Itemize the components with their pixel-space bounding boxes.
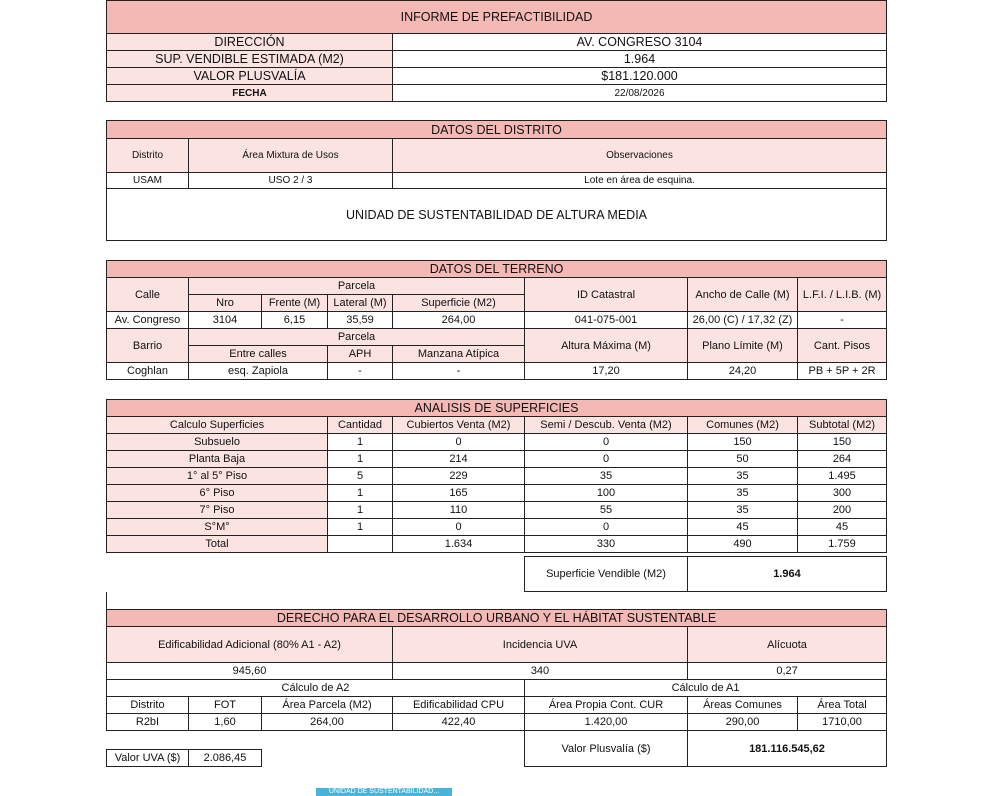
table-row [107, 485, 887, 502]
subtotal-cell: 45 [798, 519, 887, 536]
valor-plusvalia-value: $181.120.000 [393, 68, 887, 85]
semi-cell: 0 [525, 519, 688, 536]
fecha-value: 22/08/2026 [393, 85, 887, 102]
aph-label: APH [328, 346, 393, 363]
distrito-value: USAM [107, 173, 189, 189]
area-propia-label: Área Propia Cont. CUR [525, 697, 688, 714]
distrito-col-label: Distrito [107, 139, 189, 173]
superficie-vendible-box [524, 556, 887, 592]
cant-pisos-value: PB + 5P + 2R [798, 363, 887, 380]
alicuota-value: 0,27 [688, 663, 887, 680]
cubiertos-cell: 0 [393, 434, 525, 451]
area-propia-value: 1.420,00 [525, 714, 688, 731]
superficie-vendible-label: Superficie Vendible (M2) [525, 557, 688, 592]
subtotal-col-label: Subtotal (M2) [798, 417, 887, 434]
divider-line [106, 592, 107, 610]
edificabilidad-cpu-label: Edificabilidad CPU [393, 697, 525, 714]
ancho-calle-value: 26,00 (C) / 17,32 (Z) [688, 312, 798, 329]
calculo-a2-label: Cálculo de A2 [107, 680, 525, 697]
cantidad-cell: 5 [328, 468, 393, 485]
observaciones-value: Lote en área de esquina. [393, 173, 887, 189]
sup-vendible-value: 1.964 [393, 51, 887, 68]
incidencia-uva-value: 340 [393, 663, 688, 680]
comunes-cell: 35 [688, 485, 798, 502]
edificabilidad-cpu-value: 422,40 [393, 714, 525, 731]
observaciones-col-label: Observaciones [393, 139, 887, 173]
nro-label: Nro [189, 295, 262, 312]
derecho-table [106, 609, 887, 731]
total-semi: 330 [525, 536, 688, 553]
table-row [107, 519, 887, 536]
semi-cell: 35 [525, 468, 688, 485]
comunes-cell: 45 [688, 519, 798, 536]
semi-cell: 0 [525, 434, 688, 451]
row-label: S°M° [107, 519, 328, 536]
cubiertos-cell: 214 [393, 451, 525, 468]
derecho-title: DERECHO PARA EL DESARROLLO URBANO Y EL HÁBITAT SUSTENTABLE [107, 610, 887, 627]
total-row [107, 536, 887, 553]
fecha-label: FECHA [107, 85, 393, 102]
distrito-sub-value: R2bI [107, 714, 189, 731]
entre-calles-label: Entre calles [189, 346, 328, 363]
comunes-cell: 150 [688, 434, 798, 451]
cubiertos-cell: 229 [393, 468, 525, 485]
sheet-tab-label: UNIDAD DE SUSTENTABILIDAD... [328, 788, 440, 795]
row-label: 6° Piso [107, 485, 328, 502]
comunes-cell: 35 [688, 468, 798, 485]
table-row [107, 451, 887, 468]
direccion-label: DIRECCIÓN [107, 34, 393, 51]
subtotal-cell: 264 [798, 451, 887, 468]
parcela-label: Parcela [189, 278, 525, 295]
altura-maxima-label: Altura Máxima (M) [525, 329, 688, 363]
semi-cell: 0 [525, 451, 688, 468]
subtotal-cell: 1.495 [798, 468, 887, 485]
altura-maxima-value: 17,20 [525, 363, 688, 380]
edificabilidad-adicional-value: 945,60 [107, 663, 393, 680]
semi-col-label: Semi / Descub. Venta (M2) [525, 417, 688, 434]
frente-label: Frente (M) [262, 295, 328, 312]
fot-label: FOT [189, 697, 262, 714]
sheet-tab[interactable] [316, 788, 452, 796]
distrito-title: DATOS DEL DISTRITO [107, 121, 887, 139]
alicuota-label: Alícuota [688, 627, 887, 663]
lateral-label: Lateral (M) [328, 295, 393, 312]
subtotal-cell: 200 [798, 502, 887, 519]
fot-value: 1,60 [189, 714, 262, 731]
valor-plusvalia-box [524, 730, 887, 767]
superficies-table [106, 399, 887, 553]
terreno-table [106, 260, 887, 380]
id-catastral-value: 041-075-001 [525, 312, 688, 329]
valor-plusvalia-result-label: Valor Plusvalía ($) [525, 731, 688, 767]
edificabilidad-adicional-label: Edificabilidad Adicional (80% A1 - A2) [107, 627, 393, 663]
cubiertos-col-label: Cubiertos Venta (M2) [393, 417, 525, 434]
cantidad-col-label: Cantidad [328, 417, 393, 434]
row-label: 1° al 5° Piso [107, 468, 328, 485]
distrito-table [106, 120, 887, 241]
area-parcela-value: 264,00 [262, 714, 393, 731]
row-label: Subsuelo [107, 434, 328, 451]
table-row [107, 502, 887, 519]
lateral-value: 35,59 [328, 312, 393, 329]
cubiertos-cell: 165 [393, 485, 525, 502]
district-banner: UNIDAD DE SUSTENTABILIDAD DE ALTURA MEDIA [107, 189, 887, 241]
subtotal-cell: 300 [798, 485, 887, 502]
semi-cell: 55 [525, 502, 688, 519]
cubiertos-cell: 110 [393, 502, 525, 519]
valor-uva-label: Valor UVA ($) [107, 750, 189, 767]
comunes-cell: 35 [688, 502, 798, 519]
distrito-sub-label: Distrito [107, 697, 189, 714]
frente-value: 6,15 [262, 312, 328, 329]
cant-pisos-label: Cant. Pisos [798, 329, 887, 363]
entre-calles-value: esq. Zapiola [189, 363, 328, 380]
manzana-atipica-value: - [393, 363, 525, 380]
row-label: Planta Baja [107, 451, 328, 468]
subtotal-cell: 150 [798, 434, 887, 451]
calculo-a1-label: Cálculo de A1 [525, 680, 887, 697]
superficie-value: 264,00 [393, 312, 525, 329]
valor-uva-value: 2.086,45 [189, 750, 262, 767]
areas-comunes-label: Áreas Comunes [688, 697, 798, 714]
valor-plusvalia-result-value: 181.116.545,62 [688, 731, 887, 767]
area-total-value: 1710,00 [798, 714, 887, 731]
table-row [107, 434, 887, 451]
manzana-atipica-label: Manzana Atípica [393, 346, 525, 363]
incidencia-uva-label: Incidencia UVA [393, 627, 688, 663]
barrio-value: Coghlan [107, 363, 189, 380]
direccion-value: AV. CONGRESO 3104 [393, 34, 887, 51]
total-comunes: 490 [688, 536, 798, 553]
total-label: Total [107, 536, 328, 553]
area-mixtura-col-label: Área Mixtura de Usos [189, 139, 393, 173]
lfi-lib-value: - [798, 312, 887, 329]
nro-value: 3104 [189, 312, 262, 329]
report-title: INFORME DE PREFACTIBILIDAD [107, 1, 887, 34]
comunes-col-label: Comunes (M2) [688, 417, 798, 434]
cantidad-cell: 1 [328, 451, 393, 468]
areas-comunes-value: 290,00 [688, 714, 798, 731]
table-row [107, 468, 887, 485]
cubiertos-cell: 0 [393, 519, 525, 536]
cantidad-cell: 1 [328, 519, 393, 536]
calle-label: Calle [107, 278, 189, 312]
plano-limite-value: 24,20 [688, 363, 798, 380]
valor-uva-box [106, 749, 262, 767]
header-table [106, 0, 887, 102]
superficies-title: ANALISIS DE SUPERFICIES [107, 400, 887, 417]
aph-value: - [328, 363, 393, 380]
id-catastral-label: ID Catastral [525, 278, 688, 312]
superficie-vendible-value: 1.964 [688, 557, 887, 592]
area-total-label: Área Total [798, 697, 887, 714]
parcela-label-2: Parcela [189, 329, 525, 346]
cantidad-cell: 1 [328, 434, 393, 451]
total-cubiertos: 1.634 [393, 536, 525, 553]
semi-cell: 100 [525, 485, 688, 502]
row-label: 7° Piso [107, 502, 328, 519]
ancho-calle-label: Ancho de Calle (M) [688, 278, 798, 312]
total-subtotal: 1.759 [798, 536, 887, 553]
valor-plusvalia-label: VALOR PLUSVALÍA [107, 68, 393, 85]
calculo-col-label: Calculo Superficies [107, 417, 328, 434]
barrio-label: Barrio [107, 329, 189, 363]
area-parcela-label: Área Parcela (M2) [262, 697, 393, 714]
cantidad-cell: 1 [328, 502, 393, 519]
calle-value: Av. Congreso [107, 312, 189, 329]
total-cantidad-cell [328, 536, 393, 553]
superficie-label: Superficie (M2) [393, 295, 525, 312]
comunes-cell: 50 [688, 451, 798, 468]
cantidad-cell: 1 [328, 485, 393, 502]
terreno-title: DATOS DEL TERRENO [107, 261, 887, 278]
sup-vendible-label: SUP. VENDIBLE ESTIMADA (M2) [107, 51, 393, 68]
area-mixtura-value: USO 2 / 3 [189, 173, 393, 189]
lfi-lib-label: L.F.I. / L.I.B. (M) [798, 278, 887, 312]
plano-limite-label: Plano Límite (M) [688, 329, 798, 363]
